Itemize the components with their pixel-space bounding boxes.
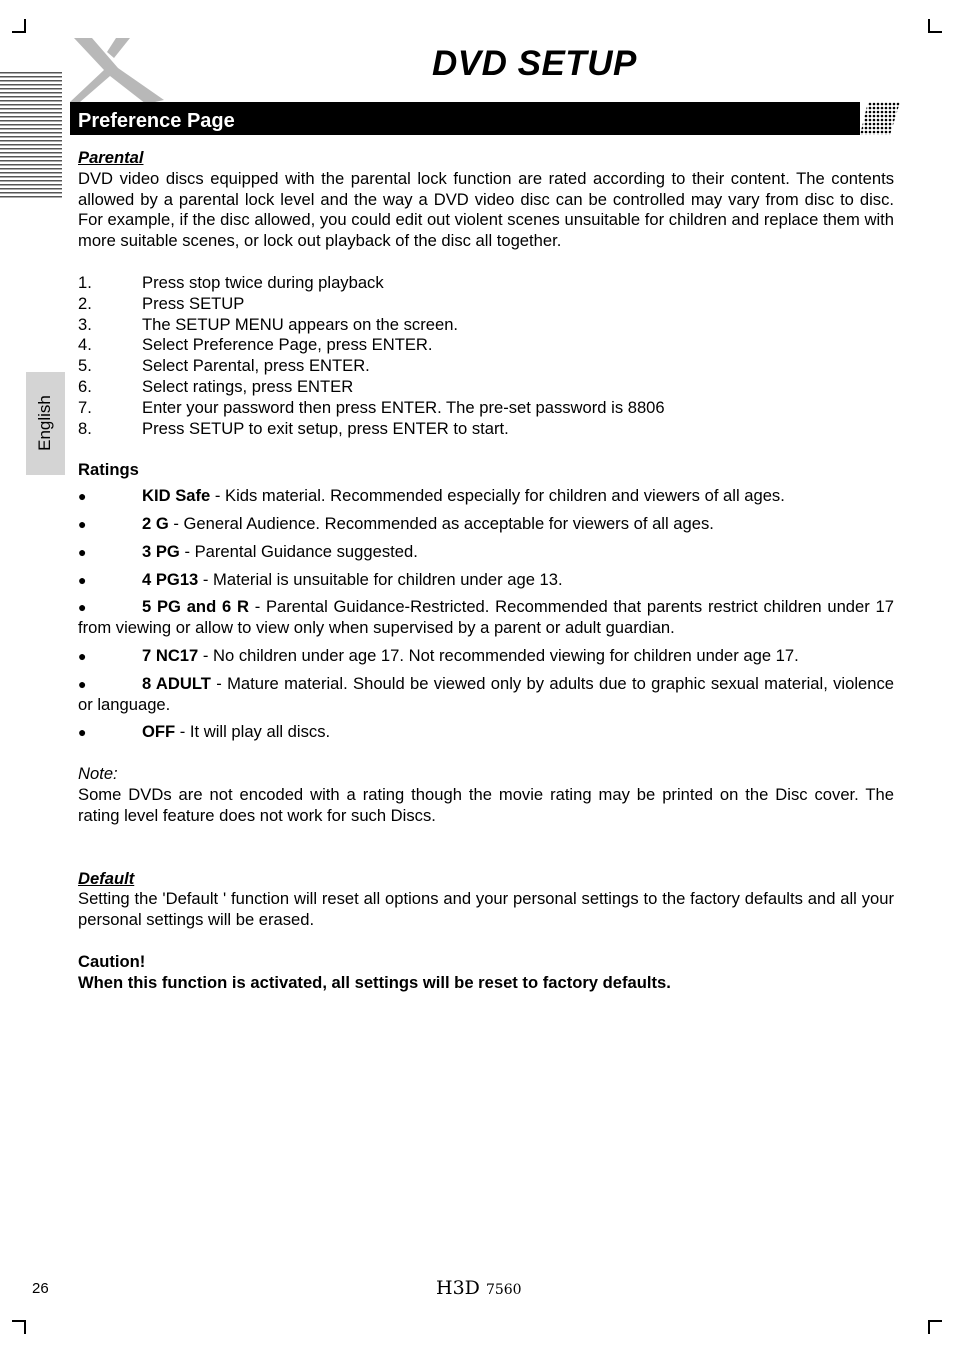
bullet-icon: ● bbox=[78, 515, 87, 532]
step-text: Press stop twice during playback bbox=[142, 272, 384, 292]
step-item bbox=[78, 356, 894, 377]
rating-description: - Parental Guidance-Restricted. Recommended that parents restrict children under 17 from viewing or allow to view only when supervised by a parent or adult guardian. bbox=[78, 597, 894, 638]
step-item bbox=[78, 294, 894, 315]
rating-item bbox=[78, 674, 894, 716]
bullet-icon: ● bbox=[78, 488, 87, 505]
step-text: Select ratings, press ENTER bbox=[142, 376, 354, 396]
step-item bbox=[78, 335, 894, 356]
rating-item bbox=[78, 570, 894, 591]
halftone-dots-decoration bbox=[860, 102, 900, 135]
footer-brand bbox=[436, 1277, 522, 1299]
bullet-icon: ● bbox=[78, 599, 87, 616]
step-number: 2. bbox=[78, 293, 92, 313]
step-text: Select Preference Page, press ENTER. bbox=[142, 335, 433, 355]
step-text: Select Parental, press ENTER. bbox=[142, 356, 370, 376]
caution-text: When this function is activated, all settings will be reset to factory defaults. bbox=[78, 972, 671, 992]
brand-x-logo bbox=[66, 34, 170, 106]
rating-name: 3 PG bbox=[142, 541, 180, 561]
step-text: Press SETUP to exit setup, press ENTER to start. bbox=[142, 418, 509, 438]
footer-brand-name: H3D bbox=[436, 1277, 480, 1299]
step-text: Press SETUP bbox=[142, 293, 245, 313]
edge-stripes-decoration bbox=[0, 72, 62, 200]
default-heading: Default bbox=[78, 868, 135, 888]
rating-item bbox=[78, 486, 894, 507]
rating-name: 2 G bbox=[142, 513, 169, 533]
rating-item bbox=[78, 722, 894, 743]
caution-label: Caution! bbox=[78, 951, 146, 971]
step-item bbox=[78, 377, 894, 398]
bullet-icon: ● bbox=[78, 647, 87, 664]
rating-description: - No children under age 17. Not recommended viewing for children under age 17. bbox=[198, 645, 799, 665]
step-number: 4. bbox=[78, 335, 92, 355]
step-text: The SETUP MENU appears on the screen. bbox=[142, 314, 459, 334]
step-number: 1. bbox=[78, 272, 92, 292]
step-item bbox=[78, 398, 894, 419]
section-header-bar bbox=[70, 102, 900, 135]
rating-description: - Material is unsuitable for children under age 13. bbox=[198, 569, 563, 589]
note-label: Note: bbox=[78, 764, 118, 784]
crop-mark-bottom-right bbox=[928, 1320, 942, 1334]
parental-heading: Parental bbox=[78, 148, 144, 167]
rating-description: - Mature material. Should be viewed only by adults due to graphic sexual material, violence or language. bbox=[78, 673, 895, 714]
ratings-heading: Ratings bbox=[78, 460, 139, 480]
step-number: 8. bbox=[78, 418, 92, 438]
bullet-icon: ● bbox=[78, 543, 87, 560]
ratings-list bbox=[78, 486, 894, 743]
page-number: 26 bbox=[32, 1280, 49, 1297]
crop-mark-bottom-left bbox=[12, 1320, 26, 1334]
step-number: 3. bbox=[78, 314, 92, 334]
crop-mark-top-left bbox=[12, 19, 26, 33]
language-tab bbox=[26, 372, 65, 475]
rating-name: 7 NC17 bbox=[142, 645, 199, 665]
rating-item bbox=[78, 542, 894, 563]
step-item bbox=[78, 419, 894, 440]
bullet-icon: ● bbox=[78, 724, 87, 741]
main-content bbox=[78, 148, 894, 994]
rating-item bbox=[78, 597, 894, 639]
rating-name: 4 PG13 bbox=[142, 569, 199, 589]
step-number: 7. bbox=[78, 397, 92, 417]
bullet-icon: ● bbox=[78, 675, 87, 692]
step-item bbox=[78, 315, 894, 336]
parental-steps-list bbox=[78, 273, 894, 439]
footer-model: 7560 bbox=[485, 1282, 522, 1298]
default-text: Setting the 'Default ' function will reset all options and your personal settings to the factory defaults and all your personal settings will be erased. bbox=[78, 889, 894, 930]
rating-name: OFF bbox=[142, 722, 176, 742]
language-tab-label: English bbox=[35, 395, 54, 451]
rating-description: - General Audience. Recommended as acceptable for viewers of all ages. bbox=[168, 513, 714, 533]
step-number: 5. bbox=[78, 356, 92, 376]
rating-name: 8 ADULT bbox=[142, 673, 211, 693]
note-text: Some DVDs are not encoded with a rating though the movie rating may be printed on the Disc cover. The rating level feature does not work for such Discs. bbox=[78, 784, 894, 825]
rating-description: - It will play all discs. bbox=[175, 722, 331, 742]
parental-intro: DVD video discs equipped with the parental lock function are rated according to their content. The contents allowed by a parental lock level and the way a DVD video disc can be controlled may vary from disc to disc. For example, if the disc allowed, you could edit out violent scenes unsuitable for children and replace them with more suitable scenes, or lock out playback of the disc all together. bbox=[78, 168, 894, 251]
step-item bbox=[78, 273, 894, 294]
crop-mark-top-right bbox=[928, 19, 942, 33]
bullet-icon: ● bbox=[78, 571, 87, 588]
rating-description: - Kids material. Recommended especially for children and viewers of all ages. bbox=[210, 486, 785, 506]
step-number: 6. bbox=[78, 376, 92, 396]
rating-name: KID Safe bbox=[142, 486, 211, 506]
rating-name: 5 PG and 6 R bbox=[142, 597, 249, 617]
rating-description: - Parental Guidance suggested. bbox=[179, 541, 418, 561]
section-title: Preference Page bbox=[78, 110, 235, 132]
rating-item bbox=[78, 514, 894, 535]
rating-item bbox=[78, 646, 894, 667]
page-title: DVD SETUP bbox=[432, 44, 637, 83]
step-text: Enter your password then press ENTER. The pre-set password is 8806 bbox=[142, 397, 665, 417]
